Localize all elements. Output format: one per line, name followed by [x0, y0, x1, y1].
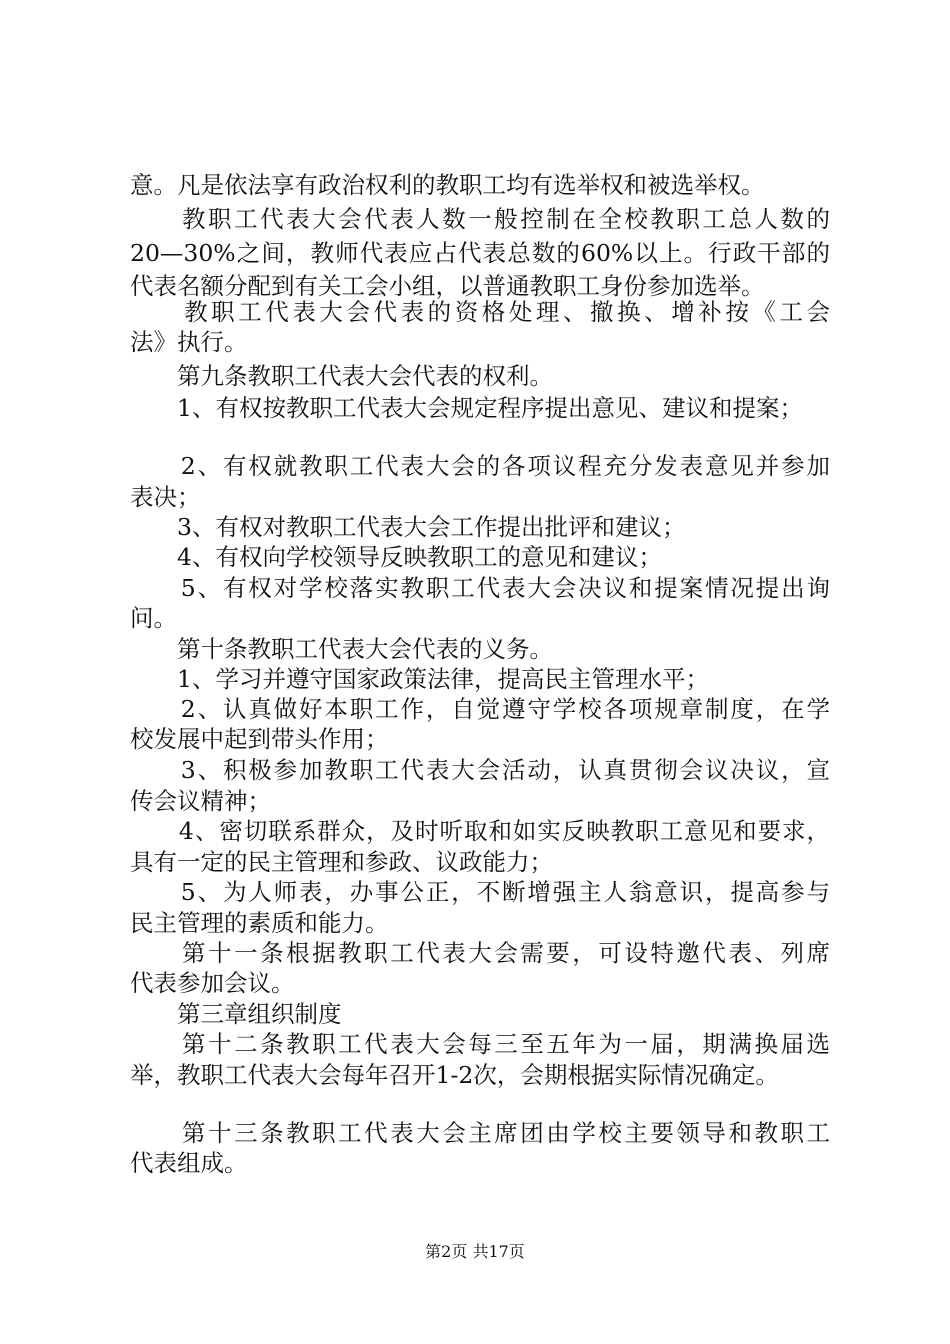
text-line: 20—30%之间，教师代表应占代表总数的60%以上。行政干部的 — [130, 239, 830, 267]
text-line: 传会议精神； — [130, 787, 271, 815]
text-line: 举，教职工代表大会每年召开1-2次，会期根据实际情况确定。 — [130, 1061, 779, 1089]
text-line: 意。凡是依法享有政治权利的教职工均有选举权和被选举权。 — [130, 171, 765, 199]
text-line: 第十二条教职工代表大会每三至五年为一届，期满换届选 — [130, 1030, 830, 1058]
text-line: 民主管理的素质和能力。 — [130, 909, 389, 937]
text-line: 具有一定的民主管理和参政、议政能力； — [130, 848, 553, 876]
text-line: 5、为人师表，办事公正，不断增强主人翁意识，提高参与 — [130, 878, 830, 906]
section-heading: 第三章组织制度 — [130, 1000, 342, 1028]
text-line: 1、学习并遵守国家政策法律，提高民主管理水平； — [130, 665, 709, 693]
text-line: 4、有权向学校领导反映教职工的意见和建议； — [130, 543, 662, 571]
text-line: 1、有权按教职工代表大会规定程序提出意见、建议和提案； — [130, 394, 803, 422]
text-line: 4、密切联系群众，及时听取和如实反映教职工意见和要求， — [130, 817, 830, 845]
text-line: 教职工代表大会代表人数一般控制在全校教职工总人数的 — [130, 205, 830, 233]
text-line: 第十条教职工代表大会代表的义务。 — [130, 635, 553, 663]
text-line: 3、有权对教职工代表大会工作提出批评和建议； — [130, 513, 686, 541]
text-line: 5、有权对学校落实教职工代表大会决议和提案情况提出询 — [130, 574, 830, 602]
text-line: 代表参加会议。 — [130, 969, 295, 997]
text-line: 教职工代表大会代表的资格处理、撤换、增补按《工会 — [130, 298, 830, 326]
text-line: 2、认真做好本职工作，自觉遵守学校各项规章制度，在学 — [130, 695, 830, 723]
text-line: 问。 — [130, 604, 177, 632]
text-line: 第九条教职工代表大会代表的权利。 — [130, 362, 553, 390]
text-line: 第十三条教职工代表大会主席团由学校主要领导和教职工 — [130, 1119, 830, 1147]
text-line: 代表名额分配到有关工会小组，以普通教职工身份参加选举。 — [130, 272, 765, 300]
text-line: 第十一条根据教职工代表大会需要，可设特邀代表、列席 — [130, 939, 830, 967]
text-line: 代表组成。 — [130, 1149, 248, 1177]
page-number-footer: 第2页 共17页 — [425, 1242, 525, 1261]
text-line: 2、有权就教职工代表大会的各项议程充分发表意见并参加 — [130, 452, 830, 480]
text-line: 表决； — [130, 483, 201, 511]
text-line: 法》执行。 — [130, 328, 248, 356]
text-line: 3、积极参加教职工代表大会活动，认真贯彻会议决议，宣 — [130, 756, 830, 784]
text-line: 校发展中起到带头作用； — [130, 725, 389, 753]
